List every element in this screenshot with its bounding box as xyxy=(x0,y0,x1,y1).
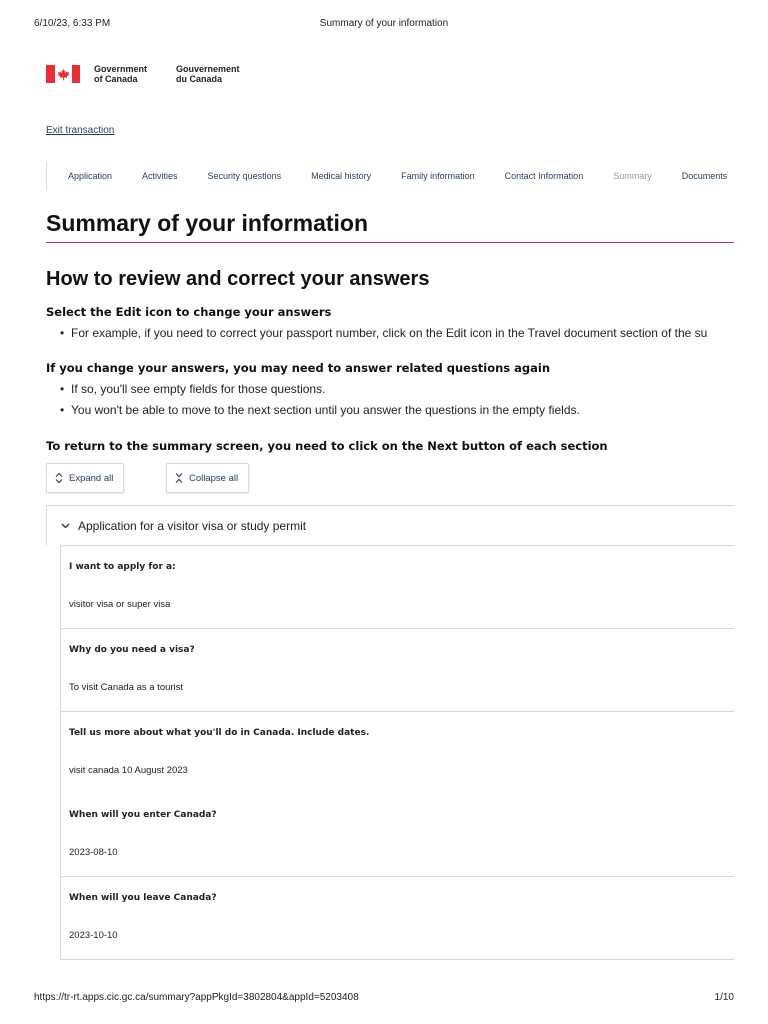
accordion-body xyxy=(60,545,734,960)
canada-flag-icon xyxy=(46,65,80,83)
print-datetime: 6/10/23, 6:33 PM xyxy=(34,18,111,29)
expand-icon xyxy=(55,472,63,484)
exit-transaction-link[interactable]: Exit transaction xyxy=(46,125,115,136)
print-document-title: Summary of your information xyxy=(319,18,449,29)
government-signature xyxy=(46,60,734,88)
expand-all-button[interactable] xyxy=(46,463,124,493)
main-content xyxy=(46,60,734,960)
print-header xyxy=(34,18,734,32)
step-application[interactable]: Application xyxy=(68,171,113,181)
summary-answer: 2023-08-10 xyxy=(69,847,118,858)
edit-instructions-list xyxy=(60,325,707,346)
wordmark-en-line2: of Canada xyxy=(94,74,138,84)
summary-item xyxy=(61,546,734,629)
collapse-all-label: Collapse all xyxy=(189,472,239,484)
summary-answer: visit canada 10 August 2023 xyxy=(69,765,188,776)
change-answers-list xyxy=(60,381,580,423)
summary-item xyxy=(61,794,734,877)
summary-question: I want to apply for a: xyxy=(69,562,176,572)
step-activities[interactable]: Activities xyxy=(142,171,178,181)
collapse-icon xyxy=(175,472,183,484)
review-heading: How to review and correct your answers xyxy=(46,268,430,290)
summary-question: When will you enter Canada? xyxy=(69,810,217,820)
summary-question: Tell us more about what you'll do in Canada. Include dates. xyxy=(69,728,370,738)
progress-step-nav xyxy=(46,160,734,192)
edit-instructions-heading: Select the Edit icon to change your answers xyxy=(46,305,332,319)
print-url: https://tr-rt.apps.cic.gc.ca/summary?appPkgId=3802804&appId=5203408 xyxy=(34,992,359,1003)
government-wordmark xyxy=(94,64,244,84)
step-nav-edge xyxy=(46,161,47,191)
collapse-all-button[interactable] xyxy=(166,463,249,493)
wordmark-en-line1: Government xyxy=(94,64,148,74)
chevron-down-icon xyxy=(61,523,70,529)
accordion-title: Application for a visitor visa or study permit xyxy=(78,518,307,533)
title-divider xyxy=(46,242,734,243)
summary-question: Why do you need a visa? xyxy=(69,645,195,655)
print-footer xyxy=(34,992,734,1006)
summary-item xyxy=(61,629,734,712)
accordion-header[interactable] xyxy=(46,505,734,545)
summary-item xyxy=(61,877,734,960)
page-title: Summary of your information xyxy=(46,210,369,236)
wordmark-fr-line2: du Canada xyxy=(176,74,223,84)
summary-answer: To visit Canada as a tourist xyxy=(69,682,184,693)
change-answers-heading: If you change your answers, you may need to answer related questions again xyxy=(46,361,551,375)
expand-all-label: Expand all xyxy=(69,472,114,484)
step-medical-history[interactable]: Medical history xyxy=(311,171,372,181)
application-summary-accordion xyxy=(46,505,734,960)
summary-question: When will you leave Canada? xyxy=(69,893,217,903)
list-item: • For example, if you need to correct your passport number, click on the Edit icon in the Travel document section of the su xyxy=(60,325,707,346)
return-instructions-heading: To return to the summary screen, you need to click on the Next button of each section xyxy=(46,439,608,453)
summary-answer: visitor visa or super visa xyxy=(69,599,171,610)
summary-item xyxy=(61,712,734,794)
step-security-questions[interactable]: Security questions xyxy=(207,171,282,181)
summary-answer: 2023-10-10 xyxy=(69,930,118,941)
list-item: • If so, you'll see empty fields for those questions. xyxy=(60,381,580,402)
step-contact-information[interactable]: Contact Information xyxy=(504,171,584,181)
step-documents[interactable]: Documents xyxy=(681,171,728,181)
step-family-information[interactable]: Family information xyxy=(401,171,475,181)
list-item: • You won't be able to move to the next section until you answer the questions in the empty fields. xyxy=(60,402,580,423)
step-summary: Summary xyxy=(613,171,652,181)
wordmark-fr-line1: Gouvernement xyxy=(176,64,240,74)
print-page-number: 1/10 xyxy=(714,992,734,1003)
